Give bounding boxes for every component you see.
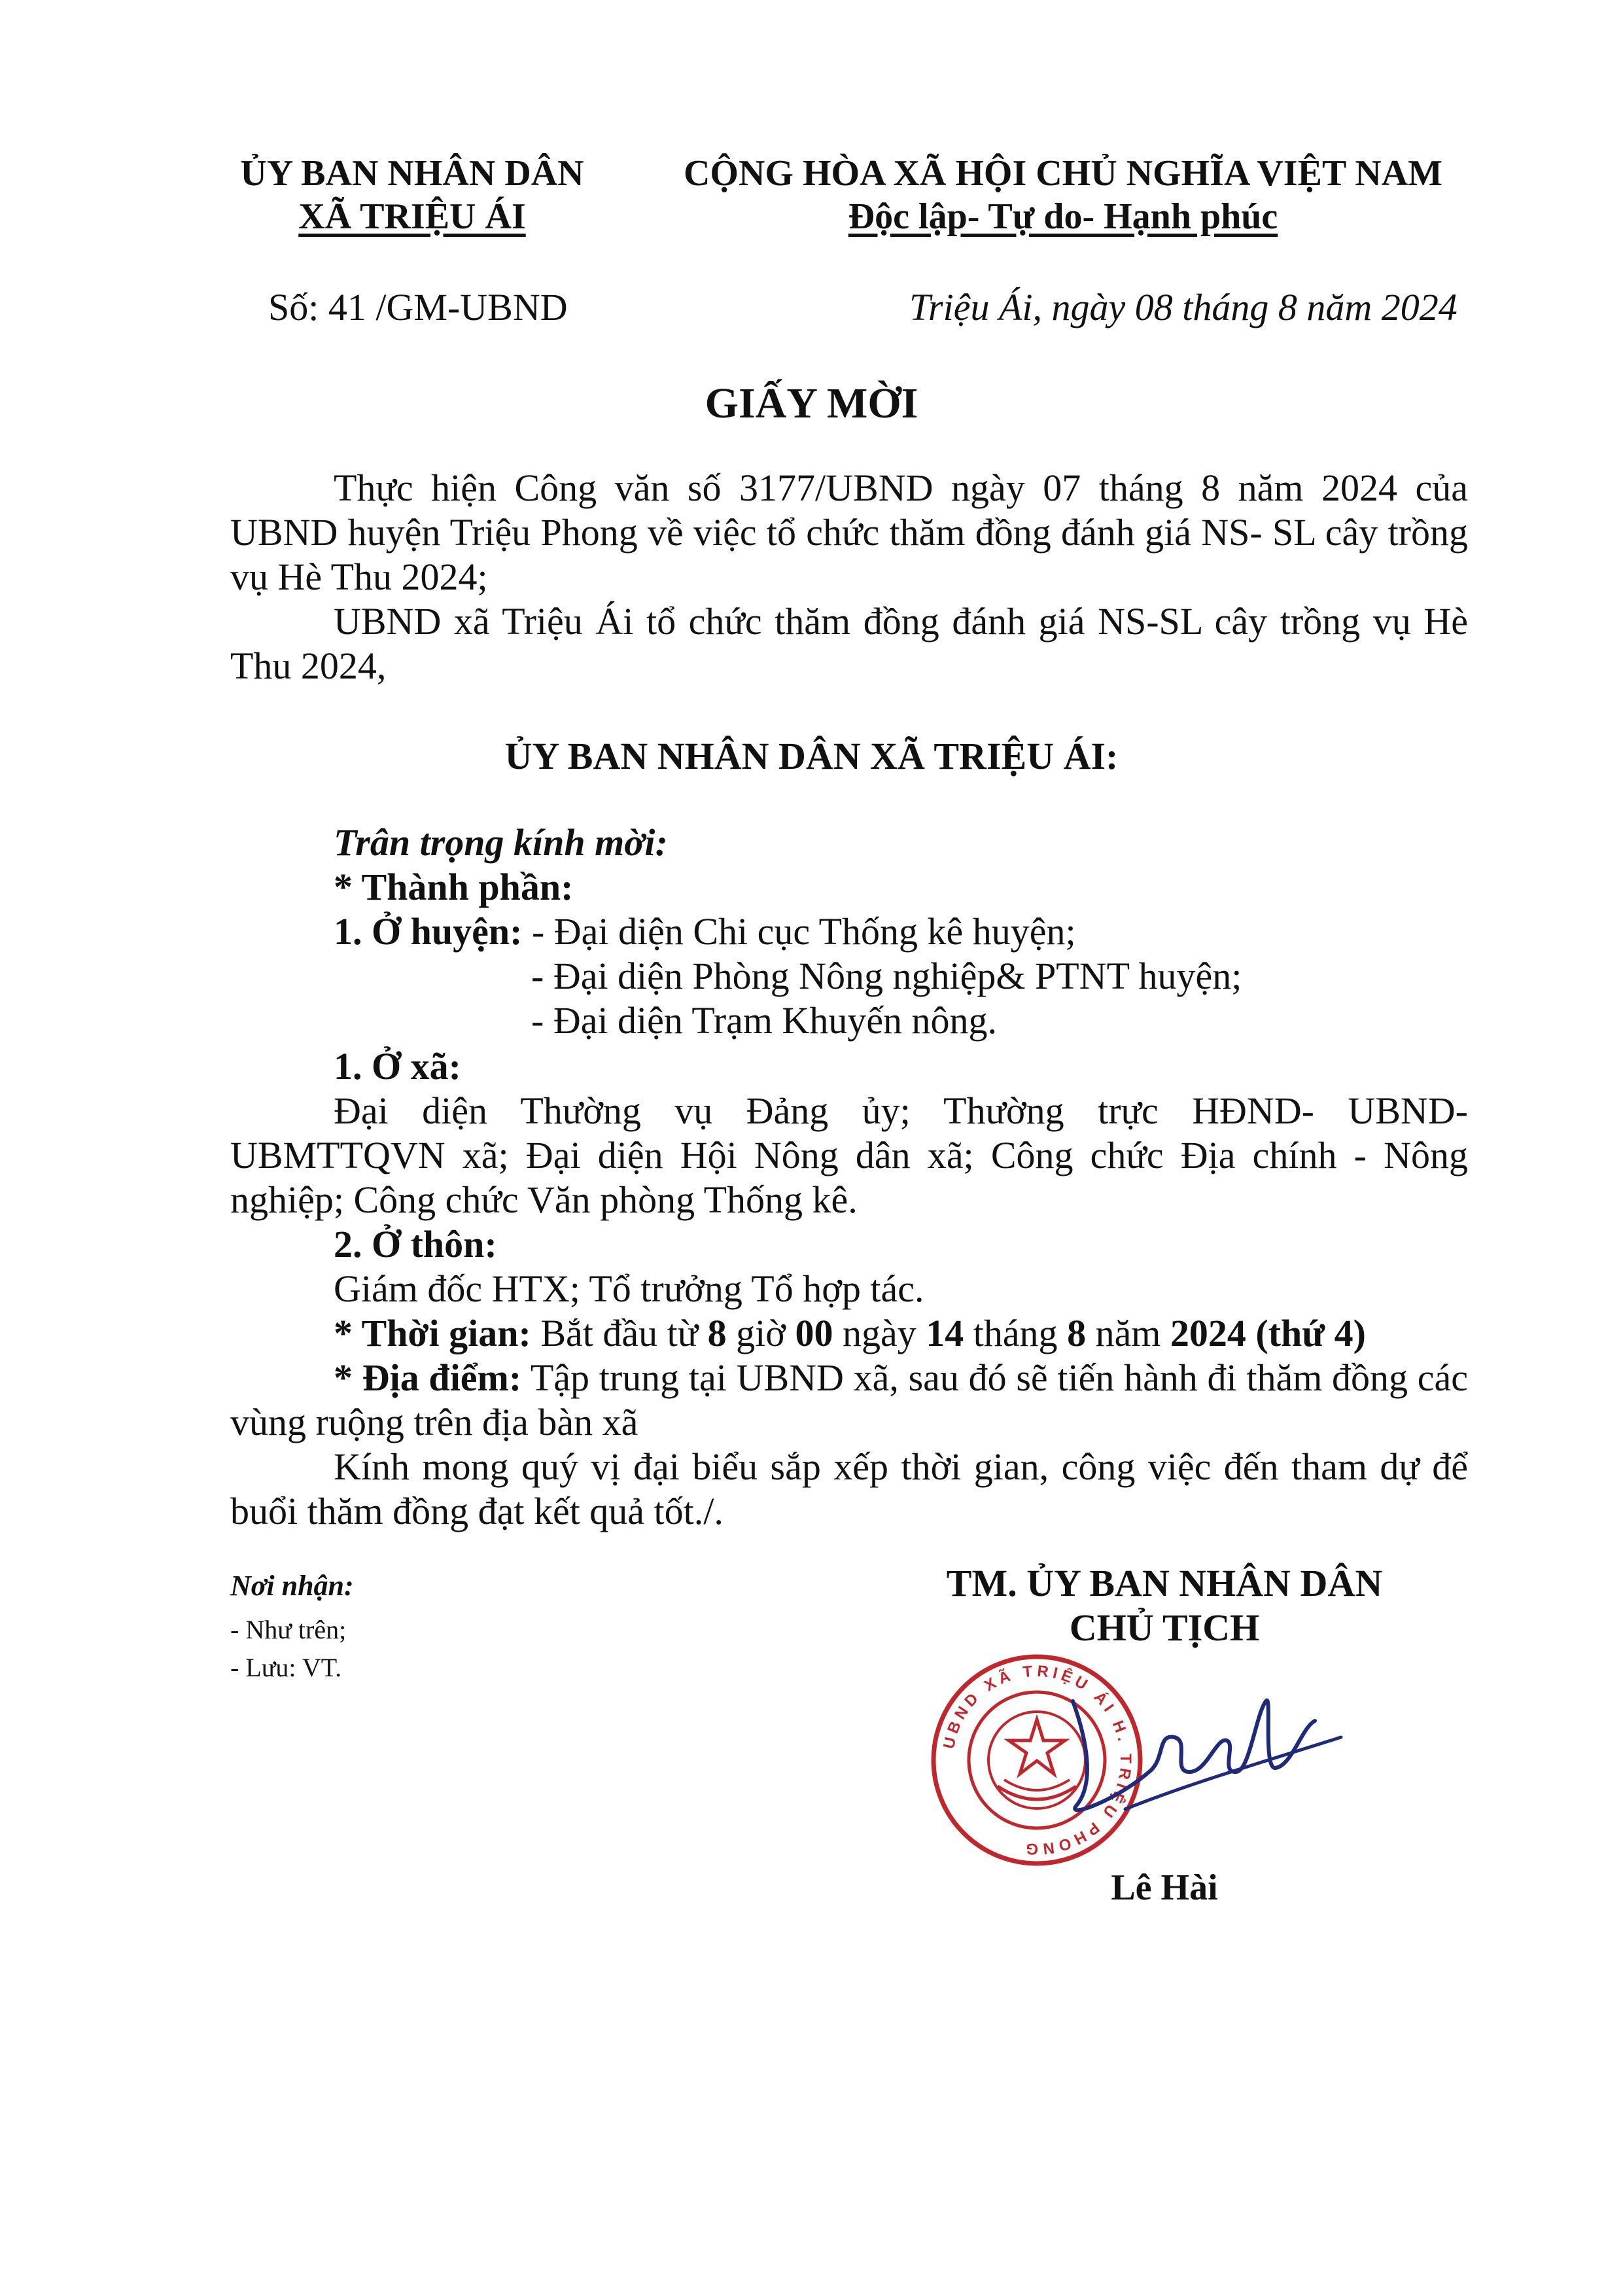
signer-title: CHỦ TỊCH	[1069, 1606, 1260, 1649]
recipient-item: - Lưu: VT.	[230, 1653, 342, 1682]
document-number: Số: 41 /GM-UBND	[268, 286, 568, 328]
time-text: ngày	[833, 1312, 926, 1354]
time-text: tháng	[964, 1312, 1068, 1354]
commune-name-text: XÃ TRIỆU ÁI	[298, 196, 526, 237]
seal-text: UBND XÃ TRIỆU ÁI H. TRIỆU PHONG	[939, 1662, 1135, 1858]
document-title: GIẤY MỜI	[705, 380, 918, 427]
commune-label: 1. Ở xã:	[334, 1045, 461, 1087]
time-day: 14	[926, 1312, 964, 1354]
time-label: * Thời gian:	[334, 1312, 531, 1354]
time-minute: 00	[795, 1312, 833, 1354]
signer-name: Lê Hài	[1111, 1867, 1218, 1908]
greeting: Trân trọng kính mời:	[334, 821, 668, 864]
place-date: Triệu Ái, ngày 08 tháng 8 năm 2024	[909, 286, 1457, 328]
national-motto-text: Độc lập- Tự do- Hạnh phúc	[848, 196, 1278, 237]
time-month: 8	[1067, 1312, 1087, 1354]
issuer-heading: ỦY BAN NHÂN DÂN XÃ TRIỆU ÁI:	[504, 735, 1119, 777]
time-text: năm	[1086, 1312, 1170, 1354]
district-item: - Đại diện Phòng Nông nghiệp& PTNT huyện;	[531, 955, 1242, 997]
signature-mark	[1040, 1675, 1348, 1839]
meeting-location	[230, 1356, 1468, 1445]
agency-name: ỦY BAN NHÂN DÂN	[240, 153, 584, 194]
recipients-label: Nơi nhận:	[230, 1570, 354, 1602]
district-label: 1. Ở huyện:	[334, 910, 523, 953]
national-motto	[648, 195, 1478, 238]
district-item: - Đại diện Chi cục Thống kê huyện;	[531, 910, 1076, 953]
location-label: * Địa điểm:	[334, 1356, 522, 1399]
time-text: Bắt đầu từ	[531, 1312, 708, 1354]
commune-name	[222, 195, 602, 238]
location-text: Tập trung tại UBND xã, sau đó sẽ tiến hành đi thăm đồng các vùng ruộng trên địa bàn xã	[230, 1356, 1468, 1443]
time-text: giờ	[726, 1312, 795, 1354]
village-participants: Giám đốc HTX; Tổ trưởng Tổ hợp tác.	[334, 1267, 924, 1310]
village-label: 2. Ở thôn:	[334, 1223, 497, 1265]
signer-org: TM. ỦY BAN NHÂN DÂN	[946, 1562, 1383, 1604]
closing-paragraph: Kính mong quý vị đại biểu sắp xếp thời gian, công việc đến tham dự để buổi thăm đồng đạt kết quả tốt./.	[230, 1445, 1468, 1532]
intro-paragraph-2: UBND xã Triệu Ái tổ chức thăm đồng đánh giá NS-SL cây trồng vụ Hè Thu 2024,	[230, 600, 1468, 687]
time-hour: 8	[707, 1312, 727, 1354]
meeting-time	[334, 1311, 1366, 1356]
district-item: - Đại diện Trạm Khuyến nông.	[531, 999, 998, 1042]
participants-label: * Thành phần:	[334, 866, 574, 908]
national-name: CỘNG HÒA XÃ HỘI CHỦ NGHĨA VIỆT NAM	[683, 153, 1443, 194]
commune-participants: Đại diện Thường vụ Đảng ủy; Thường trực HĐND- UBND- UBMTTQVN xã; Đại diện Hội Nông dân xã; Công chức Địa chính - Nông nghiệp; Công chức Văn phòng Thống kê.	[230, 1089, 1468, 1221]
intro-paragraph-1: Thực hiện Công văn số 3177/UBND ngày 07 tháng 8 năm 2024 của UBND huyện Triệu Phong về việc tổ chức thăm đồng đánh giá NS- SL cây trồng vụ Hè Thu 2024;	[230, 467, 1468, 598]
time-year: 2024 (thứ 4)	[1170, 1312, 1366, 1354]
recipient-item: - Như trên;	[230, 1615, 347, 1644]
district-line	[334, 910, 1076, 954]
